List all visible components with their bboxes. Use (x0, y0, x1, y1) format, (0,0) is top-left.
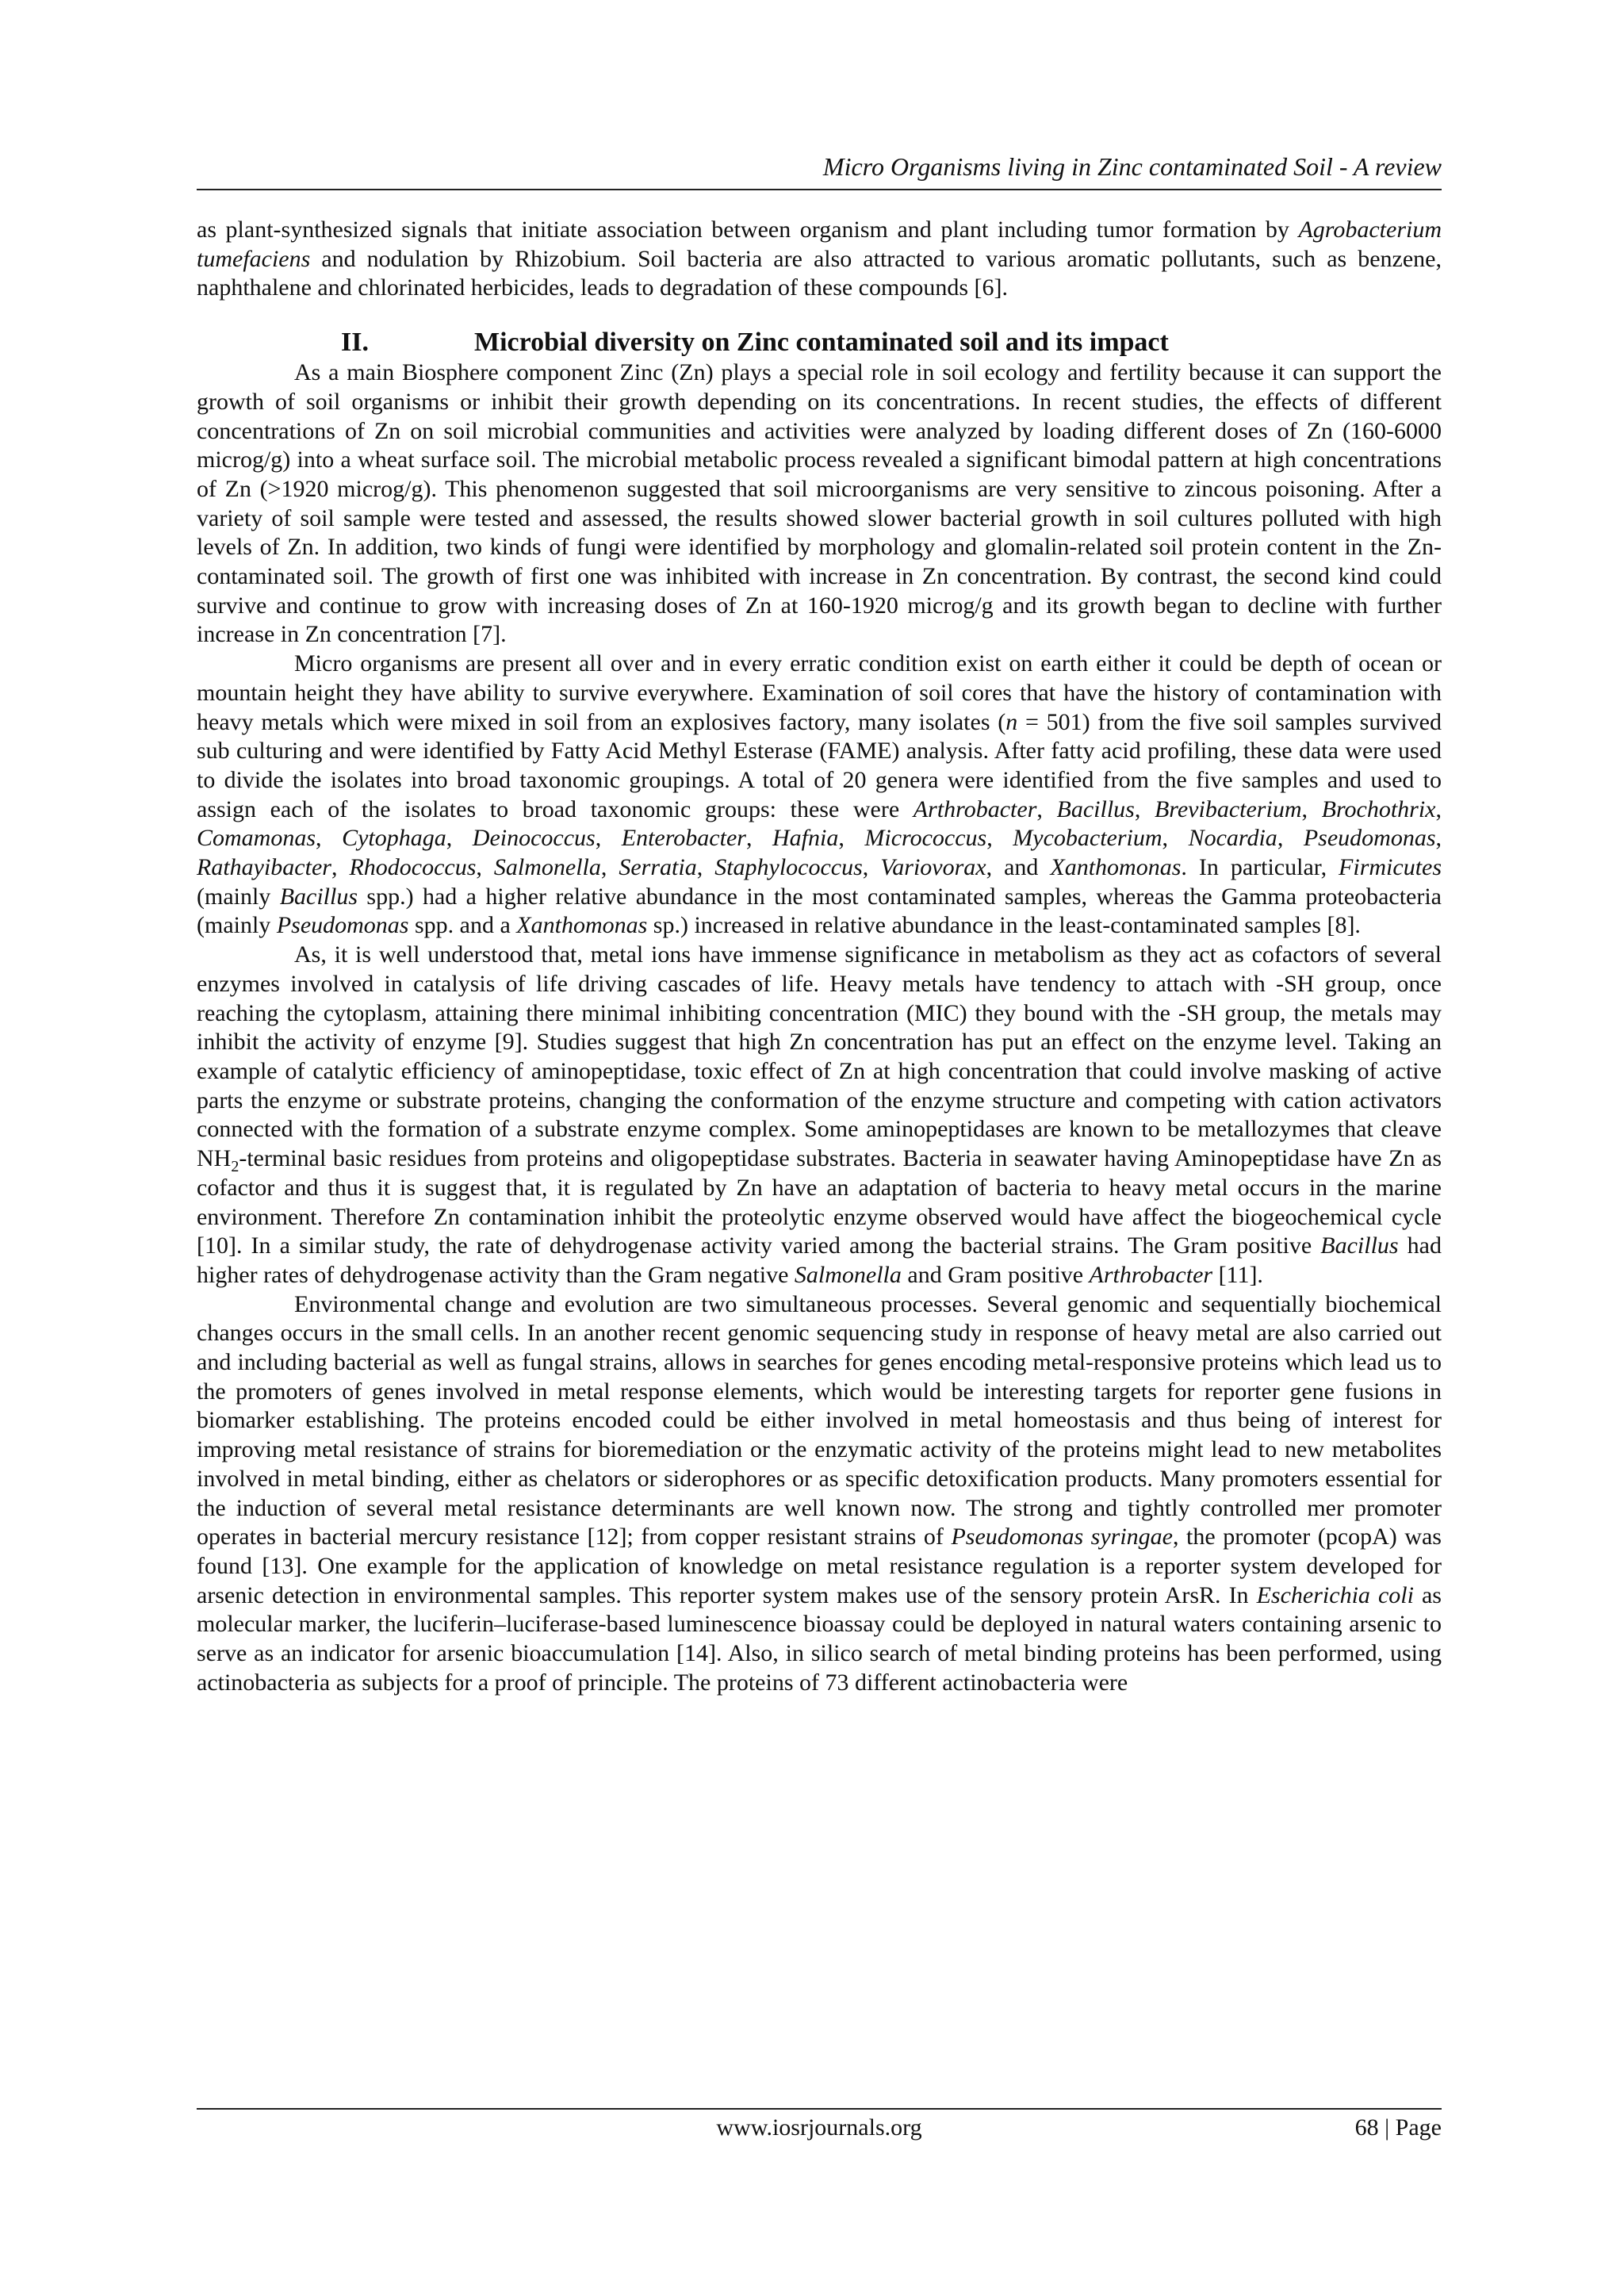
running-header: Micro Organisms living in Zinc contaminated Soil - A review (822, 152, 1442, 181)
text-run: as plant-synthesized signals that initiate association between organism and plant including tumor formation by (197, 217, 1299, 243)
italic-term: Rathayibacter (197, 854, 331, 881)
text-run: , (1162, 825, 1189, 852)
text-run: , (745, 825, 772, 852)
italic-term: Salmonella (493, 854, 601, 881)
text-run: , (1134, 795, 1155, 822)
text-run: Micro organisms are present all over and in every erratic condition exist on earth either it could be depth of ocean or mountain height they have ability to survive everywhere. Examination of soil cores that have the history of contamination with heavy metals which were mixed in soil from an explosives factory, many isolates ( (197, 650, 1442, 735)
italic-term: Salmonella (794, 1261, 902, 1288)
italic-term: Mycobacterium (1013, 825, 1162, 852)
text-run: , (595, 825, 622, 852)
header-rule (197, 189, 1442, 190)
text-run: , (1036, 795, 1057, 822)
paragraph-genomic-studies (197, 1290, 1442, 1698)
italic-term: Staphylococcus (714, 854, 863, 881)
article-body (197, 216, 1442, 1697)
italic-term: n (1005, 708, 1018, 735)
text-run: , and (986, 854, 1051, 881)
text-run: , (446, 825, 473, 852)
text-run: spp. and a (408, 912, 517, 939)
italic-term: Pseudomonas (1303, 825, 1436, 852)
italic-term: Micrococcus (864, 825, 987, 852)
text-run: -terminal basic residues from proteins and oligopeptidase substrates. Bacteria in seawater having Aminopeptidase have Zn as cofactor and thus it is suggest that, it is regulated by Zn have an adaptation of bacteria to heavy metal occurs in the marine environment. Therefore Zn contamination inhibit the proteolytic enzyme observed would have affect the biogeochemical cycle [10]. In a similar study, the rate of dehydrogenase activity varied among the bacterial strains. The Gram positive (197, 1145, 1442, 1259)
italic-term: Comamonas (197, 825, 316, 852)
italic-term: Brochothrix (1321, 795, 1436, 822)
footer-rule (197, 2108, 1442, 2110)
subscript: 2 (231, 1158, 239, 1176)
text-run: [11]. (1212, 1261, 1263, 1288)
italic-term: Enterobacter (621, 825, 746, 852)
italic-term: Agrobacterium tumefaciens (197, 217, 1442, 272)
paragraph-metal-ions-enzymes (197, 941, 1442, 1290)
italic-term: Arthrobacter (1089, 1261, 1213, 1288)
text-run: , (331, 854, 350, 881)
text-run: , (838, 825, 865, 852)
text-run: . In particular, (1181, 854, 1339, 881)
italic-term: Arthrobacter (913, 795, 1037, 822)
section-number: II. (341, 328, 369, 358)
italic-term: Rhodococcus (349, 854, 477, 881)
text-run: = 501) from the five soil samples survived sub culturing and were identified by Fatty Acid Methyl Esterase (FAME) analysis. After fatty acid profiling, these data were used to divide the isolates into broad taxonomic groupings. A total of 20 genera were identified from the five samples and used to assign each of the isolates to broad taxonomic groups: these were (197, 708, 1442, 822)
text-run: , (476, 854, 494, 881)
text-run: , (1301, 795, 1322, 822)
italic-term: Deinococcus (472, 825, 596, 852)
italic-term: Bacillus (1056, 795, 1135, 822)
italic-term: Variovorax (880, 854, 986, 881)
text-run: , (986, 825, 1013, 852)
italic-term: Bacillus (1320, 1232, 1399, 1259)
italic-term: Serratia (619, 854, 697, 881)
italic-term: Xanthomonas (516, 912, 648, 939)
italic-term: Brevibacterium (1154, 795, 1302, 822)
text-run: spp.) had a higher relative abundance in the most contaminated samples, whereas the Gamma proteobacteria (mainly (197, 883, 1442, 939)
text-run: , (1277, 825, 1304, 852)
text-run: , (862, 854, 881, 881)
text-run: (mainly (197, 883, 280, 910)
text-run: Environmental change and evolution are two simultaneous processes. Several genomic and sequentially biochemical changes occurs in the small cells. In an another recent genomic sequencing study in response of heavy metal are also carried out and including bacterial as well as fungal strains, allows in searches for genes encoding metal-responsive proteins which lead us to the promoters of genes involved in metal response elements, which would be interesting targets for reporter gene fusions in biomarker establishing. The proteins encoded could be either involved in metal homeostasis and thus being of interest for improving metal resistance of strains for bioremediation or the enzymatic activity of the proteins might lead to new metabolites involved in metal binding, either as chelators or siderophores or as specific detoxification products. Many promoters essential for the induction of several metal resistance determinants are well known now. The strong and tightly controlled mer promoter operates in bacterial mercury resistance [12]; from copper resistant strains of (197, 1290, 1442, 1550)
paragraph-microbial-genera (197, 650, 1442, 941)
italic-term: Escherichia coli (1256, 1581, 1414, 1608)
italic-term: Cytophaga (342, 825, 446, 852)
page-number: 68 | Page (1354, 2114, 1442, 2141)
text-run: , the promoter (pcopA) was found [13]. One example for the application of knowledge on metal resistance regulation is a reporter system developed for arsenic detection in environmental samples. This reporter system makes use of the sensory protein ArsR. In (197, 1524, 1442, 1608)
text-run: As a main Biosphere component Zinc (Zn) plays a special role in soil ecology and fertility because it can support the growth of soil organisms or inhibit their growth depending on its concentrations. In recent studies, the effects of different concentrations of Zn on soil microbial communities and activities were analyzed by loading different doses of Zn (160-6000 microg/g) into a wheat surface soil. The microbial metabolic process revealed a significant bimodal pattern at high concentrations of Zn (>1920 microg/g). This phenomenon suggested that soil microorganisms are very sensitive to zincous poisoning. After a variety of soil sample were tested and assessed, the results showed slower bacterial growth in soil cultures polluted with high levels of Zn. In addition, two kinds of fungi were identified by morphology and glomalin-related soil protein content in the Zn-contaminated soil. The growth of first one was inhibited with increase in Zn concentration. By contrast, the second kind could survive and continue to grow with increasing doses of Zn at 160-1920 microg/g and its growth began to decline with further increase in Zn concentration [7]. (197, 359, 1442, 648)
text-run: and Gram positive (901, 1261, 1090, 1288)
italic-term: Xanthomonas (1050, 854, 1182, 881)
text-run: had higher rates of dehydrogenase activity than the Gram negative (197, 1232, 1442, 1288)
text-run: , (600, 854, 619, 881)
text-run: and nodulation by Rhizobium. Soil bacteria are also attracted to various aromatic pollutants, such as benzene, naphthalene and chlorinated herbicides, leads to degradation of these compounds [6]. (197, 245, 1442, 301)
text-run: , (1435, 825, 1442, 852)
paragraph-continuation (197, 216, 1442, 303)
section-title: Microbial diversity on Zinc contaminated soil and its impact (474, 328, 1169, 358)
italic-term: Pseudomonas (276, 912, 409, 939)
text-run: , (696, 854, 715, 881)
text-run: , (316, 825, 343, 852)
footer-url[interactable]: www.iosrjournals.org (716, 2114, 922, 2141)
italic-term: Hafnia (772, 825, 839, 852)
italic-term: Bacillus (279, 883, 358, 910)
italic-term: Pseudomonas syringae (951, 1524, 1173, 1550)
paragraph-zinc-role (197, 358, 1442, 650)
text-run: , (1435, 795, 1442, 822)
text-run: sp.) increased in relative abundance in the least-contaminated samples [8]. (647, 912, 1361, 939)
section-heading (197, 327, 1442, 358)
text-run: As, it is well understood that, metal ions have immense significance in metabolism as they act as cofactors of several enzymes involved in catalysis of life driving cascades of life. Heavy metals have tendency to attach with -SH group, once reaching the cytoplasm, attaining there minimal inhibiting concentration (MIC) they bound with the -SH group, the metals may inhibit the activity of enzyme [9]. Studies suggest that high Zn concentration has put an effect on the enzyme level. Taking an example of catalytic efficiency of aminopeptidase, toxic effect of Zn at high concentration that could involve masking of active parts the enzyme or substrate proteins, changing the conformation of the enzyme structure and competing with cation activators connected with the formation of a substrate enzyme complex. Some aminopeptidases are known to be metallozymes that cleave NH (197, 941, 1442, 1172)
italic-term: Nocardia (1188, 825, 1277, 852)
italic-term: Firmicutes (1339, 854, 1442, 881)
text-run: as molecular marker, the luciferin–luciferase-based luminescence bioassay could be deployed in natural waters containing arsenic to serve as an indicator for arsenic bioaccumulation [14]. Also, in silico search of metal binding proteins has been performed, using actinobacteria as subjects for a proof of principle. The proteins of 73 different actinobacteria were (197, 1581, 1442, 1696)
